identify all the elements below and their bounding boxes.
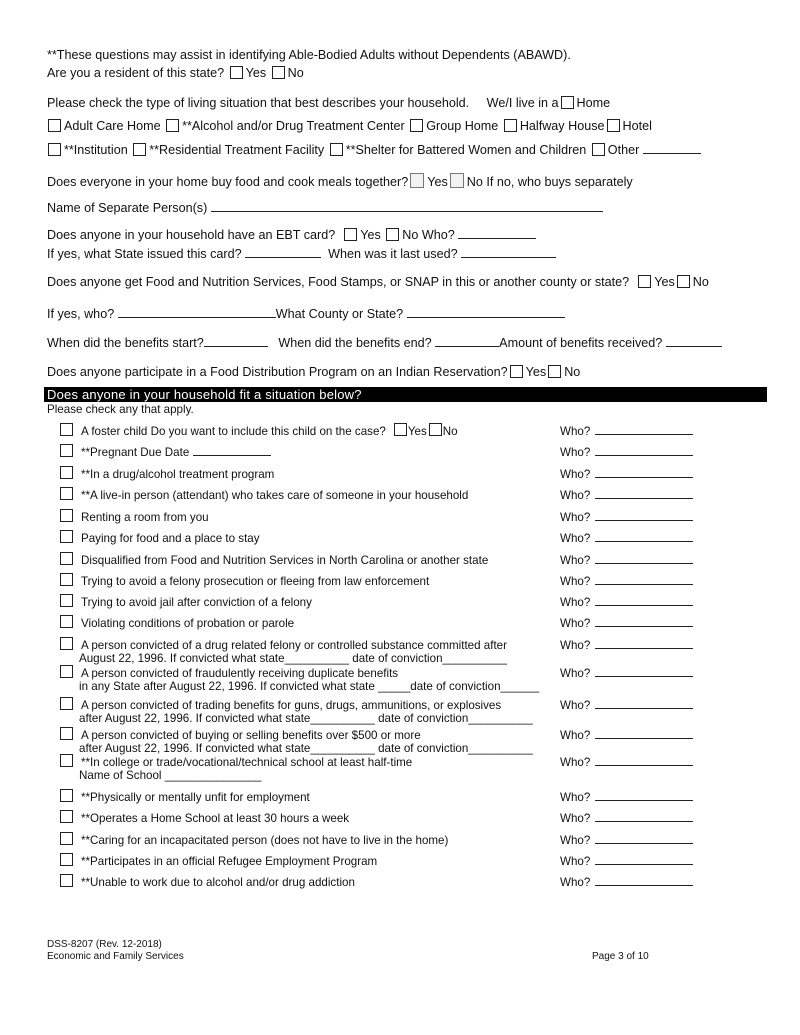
situation-line — [60, 853, 377, 868]
yes-label: Yes — [407, 425, 427, 438]
situation-label: A person convicted of fraudulently receiving duplicate benefits — [81, 667, 399, 680]
who-field[interactable] — [595, 594, 693, 606]
situation-line — [60, 509, 209, 524]
who-field[interactable] — [595, 754, 693, 766]
situation-label: **Participates in an official Refugee Employment Program — [81, 855, 378, 868]
option-label: Group Home — [426, 119, 499, 133]
indian-question — [47, 365, 580, 380]
situation-checkbox[interactable] — [60, 789, 73, 802]
who-label: Who? — [560, 812, 591, 825]
yes-label: Yes — [525, 365, 547, 379]
indian-yes-checkbox[interactable] — [510, 365, 523, 378]
yes-label: Yes — [245, 66, 267, 80]
no-label: No — [287, 66, 304, 80]
who-label: Who? — [560, 876, 591, 889]
situation-checkbox[interactable] — [60, 552, 73, 565]
situation-line — [60, 680, 539, 693]
who-label: Who? — [560, 855, 591, 868]
situation-checkbox[interactable] — [60, 530, 73, 543]
ebt-no-checkbox[interactable] — [386, 228, 399, 241]
situation-line — [60, 665, 539, 680]
living-adult-care-checkbox[interactable] — [48, 119, 61, 132]
situation-label: Violating conditions of probation or parole — [81, 617, 295, 630]
who-field[interactable] — [595, 466, 693, 478]
living-hotel-checkbox[interactable] — [607, 119, 620, 132]
situation-checkbox[interactable] — [60, 444, 73, 457]
who-row — [560, 874, 693, 889]
situation-line — [60, 652, 507, 665]
who-field[interactable] — [595, 697, 693, 709]
no-label: No — [442, 425, 458, 438]
living-home-checkbox[interactable] — [561, 96, 574, 109]
who-row — [560, 727, 693, 742]
situation-line — [60, 754, 412, 769]
situation-label: **Physically or mentally unfit for employment — [81, 791, 310, 804]
option-label: Other — [607, 143, 640, 157]
county-label: What County or State? — [275, 307, 404, 321]
who-label: Who? — [560, 617, 591, 630]
who-row — [560, 573, 693, 588]
who-row — [560, 810, 693, 825]
situation-label: A person convicted of a drug related felony or controlled substance committed after — [81, 639, 507, 652]
separate-label: Name of Separate Person(s) — [47, 201, 208, 215]
who-field[interactable] — [595, 637, 693, 649]
who-field[interactable] — [595, 444, 693, 456]
situation-line — [60, 727, 533, 742]
option-label: **Institution — [64, 143, 128, 157]
amount-label: Amount of benefits received? — [499, 336, 663, 350]
living-other-checkbox[interactable] — [592, 143, 605, 156]
who-row — [560, 487, 693, 502]
ebt-details — [47, 246, 556, 262]
who-field[interactable] — [595, 615, 693, 627]
situation-item — [60, 615, 294, 630]
foster-no-checkbox[interactable] — [429, 423, 442, 436]
situation-item — [60, 423, 458, 438]
benefits-amount-field[interactable] — [666, 335, 722, 347]
situation-item — [60, 665, 539, 693]
who-field[interactable] — [595, 665, 693, 677]
situation-checkbox[interactable] — [60, 594, 73, 607]
situation-item — [60, 874, 355, 889]
situation-checkbox[interactable] — [60, 509, 73, 522]
who-row — [560, 665, 693, 680]
indian-no-checkbox[interactable] — [548, 365, 561, 378]
start-label: When did the benefits start? — [47, 336, 204, 350]
who-label: Who? — [560, 667, 591, 680]
ebt-label: Does anyone in your household have an EBT card? — [47, 228, 336, 242]
living-group-home-checkbox[interactable] — [410, 119, 423, 132]
situation-line — [60, 615, 294, 630]
situation-checkbox[interactable] — [60, 874, 73, 887]
indian-label: Does anyone participate in a Food Distribution Program on an Indian Reservation? — [47, 365, 508, 379]
who-label: Who? — [560, 834, 591, 847]
situation-label: Trying to avoid jail after conviction of a felony — [81, 596, 312, 609]
who-field[interactable] — [595, 487, 693, 499]
option-label: **Alcohol and/or Drug Treatment Center — [182, 119, 405, 133]
situation-line — [60, 466, 274, 481]
separate-person-row — [47, 200, 603, 216]
situation-item — [60, 530, 260, 545]
situation-item — [60, 832, 448, 847]
situation-label: **In a drug/alcohol treatment program — [81, 468, 275, 481]
ebt-last-used-field[interactable] — [461, 246, 556, 258]
ebt-state-field[interactable] — [245, 246, 321, 258]
living-options-row-2 — [46, 142, 701, 158]
option-label: Adult Care Home — [64, 119, 161, 133]
who-label: If yes, who? — [47, 307, 115, 321]
snap-no-checkbox[interactable] — [677, 275, 690, 288]
who-row — [560, 789, 693, 804]
resident-yes-checkbox[interactable] — [230, 66, 243, 79]
who-row — [560, 509, 693, 524]
who-label: Who? — [560, 756, 591, 769]
situation-line — [60, 552, 488, 567]
who-row — [560, 853, 693, 868]
living-options-row-1 — [46, 119, 652, 134]
who-row — [560, 594, 693, 609]
situation-label: August 22, 1996. If convicted what state__________ date of conviction__________ — [79, 652, 508, 665]
food-no-checkbox[interactable] — [450, 173, 464, 188]
situation-label: **A live-in person (attendant) who takes care of someone in your household — [81, 489, 469, 502]
situation-checkbox[interactable] — [60, 832, 73, 845]
situation-item — [60, 509, 209, 524]
option-label: Halfway House — [519, 119, 605, 133]
situation-item — [60, 637, 507, 665]
who-label: Who? — [560, 489, 591, 502]
who-label: Who? — [560, 511, 591, 524]
living-institution-checkbox[interactable] — [48, 143, 61, 156]
ebt-question — [47, 227, 536, 243]
who-field[interactable] — [595, 727, 693, 739]
option-label: Hotel — [622, 119, 652, 133]
who-field[interactable] — [595, 832, 693, 844]
situation-checkbox[interactable] — [60, 487, 73, 500]
situation-item — [60, 697, 533, 725]
yes-label: Yes — [427, 175, 448, 189]
foster-yes-checkbox[interactable] — [394, 423, 407, 436]
due-date-field[interactable] — [193, 444, 271, 456]
who-label: Who? — [560, 446, 591, 459]
last-used-label: When was it last used? — [328, 247, 458, 261]
snap-question — [47, 275, 709, 290]
who-field[interactable] — [595, 573, 693, 585]
situation-line — [60, 697, 533, 712]
situation-label: after August 22, 1996. If convicted what state__________ date of conviction__________ — [79, 712, 533, 725]
who-row — [560, 697, 693, 712]
who-label: Who? — [560, 532, 591, 545]
yes-label: Yes — [360, 228, 381, 242]
separate-person-field[interactable] — [211, 200, 603, 212]
who-row — [560, 444, 693, 459]
who-field[interactable] — [595, 874, 693, 886]
who-label: Who? — [560, 791, 591, 804]
who-row — [560, 552, 693, 567]
who-label: Who? — [560, 699, 591, 712]
no-label: No — [692, 275, 709, 289]
situation-item — [60, 466, 274, 481]
who-label: Who? — [560, 575, 591, 588]
option-label: **Shelter for Battered Women and Children — [345, 143, 587, 157]
living-treatment-center-checkbox[interactable] — [166, 119, 179, 132]
situation-checkbox[interactable] — [60, 697, 73, 710]
situation-line — [60, 573, 429, 588]
situation-item — [60, 810, 349, 825]
situation-label: Paying for food and a place to stay — [81, 532, 260, 545]
who-row — [560, 832, 693, 847]
living-shelter-checkbox[interactable] — [330, 143, 343, 156]
situation-item — [60, 573, 429, 588]
situation-checkbox[interactable] — [60, 727, 73, 740]
snap-who-row — [47, 306, 565, 322]
we-live-label: We/I live in a — [486, 96, 559, 110]
form-number: DSS-8207 (Rev. 12-2018) — [47, 939, 162, 950]
no-label: No — [564, 365, 581, 379]
resident-question — [47, 66, 304, 81]
situation-line — [60, 530, 260, 545]
who-row — [560, 615, 693, 630]
situation-line — [60, 874, 355, 889]
situation-line — [60, 810, 349, 825]
snap-county-field[interactable] — [407, 306, 565, 318]
situation-line — [60, 487, 468, 502]
situation-item — [60, 727, 533, 755]
situation-checkbox[interactable] — [60, 573, 73, 586]
situation-item — [60, 594, 312, 609]
living-residential-checkbox[interactable] — [133, 143, 146, 156]
department: Economic and Family Services — [47, 951, 184, 962]
situation-line — [60, 832, 448, 847]
situation-checkbox[interactable] — [60, 853, 73, 866]
who-row — [560, 466, 693, 481]
option-label: Home — [576, 96, 611, 110]
living-halfway-house-checkbox[interactable] — [504, 119, 517, 132]
abawd-note: **These questions may assist in identifying Able-Bodied Adults without Dependents (ABAWD). — [47, 48, 571, 62]
who-label: Who? — [560, 596, 591, 609]
resident-label: Are you a resident of this state? — [47, 66, 225, 80]
situation-item — [60, 552, 488, 567]
situation-checkbox[interactable] — [60, 615, 73, 628]
who-row — [560, 423, 693, 438]
situation-line — [60, 769, 412, 782]
who-field[interactable] — [595, 423, 693, 435]
situation-line — [60, 594, 312, 609]
situation-checkbox[interactable] — [60, 810, 73, 823]
situation-heading: Does anyone in your household fit a situation below? — [44, 387, 767, 402]
benefits-end-field[interactable] — [435, 335, 499, 347]
situation-label: **Caring for an incapacitated person (does not have to live in the home) — [81, 834, 449, 847]
who-row — [560, 637, 693, 652]
living-question — [47, 96, 610, 111]
situation-label: Renting a room from you — [81, 511, 209, 524]
situation-label: A person convicted of buying or selling benefits over $500 or more — [81, 729, 421, 742]
resident-no-checkbox[interactable] — [272, 66, 285, 79]
snap-label: Does anyone get Food and Nutrition Services, Food Stamps, or SNAP in this or another county or state? — [47, 275, 630, 289]
situation-label: A person convicted of trading benefits for guns, drugs, ammunitions, or explosives — [81, 699, 502, 712]
situation-checkbox[interactable] — [60, 637, 73, 650]
situation-label: **Operates a Home School at least 30 hours a week — [81, 812, 350, 825]
snap-yes-checkbox[interactable] — [638, 275, 651, 288]
situation-line — [60, 423, 458, 438]
snap-who-field[interactable] — [118, 306, 276, 318]
situation-line — [60, 712, 533, 725]
food-label: Does everyone in your home buy food and cook meals together? — [47, 175, 409, 189]
food-question — [47, 173, 633, 190]
no-label: No Who? — [402, 228, 455, 242]
state-label: If yes, what State issued this card? — [47, 247, 242, 261]
situation-item — [60, 487, 468, 502]
situation-item — [60, 853, 377, 868]
situation-label: Disqualified from Food and Nutrition Services in North Carolina or another state — [81, 554, 489, 567]
situation-line — [60, 789, 310, 804]
food-yes-checkbox[interactable] — [410, 173, 424, 188]
who-field[interactable] — [595, 552, 693, 564]
option-label: **Residential Treatment Facility — [149, 143, 325, 157]
situation-item — [60, 789, 310, 804]
who-label: Who? — [560, 468, 591, 481]
situation-label: **Pregnant Due Date — [81, 446, 190, 459]
yes-label: Yes — [654, 275, 675, 289]
who-field[interactable] — [595, 530, 693, 542]
who-field[interactable] — [595, 509, 693, 521]
situation-label: after August 22, 1996. If convicted what state__________ date of conviction__________ — [79, 742, 533, 755]
situation-label: Name of School _______________ — [79, 769, 262, 782]
who-row — [560, 530, 693, 545]
who-field[interactable] — [595, 810, 693, 822]
situation-line — [60, 637, 507, 652]
who-label: Who? — [560, 639, 591, 652]
living-other-field[interactable] — [643, 142, 701, 154]
situation-label: **In college or trade/vocational/technical school at least half-time — [81, 756, 413, 769]
situation-checkbox[interactable] — [60, 754, 73, 767]
who-label: Who? — [560, 729, 591, 742]
who-label: Who? — [560, 554, 591, 567]
ebt-who-field[interactable] — [458, 227, 536, 239]
end-label: When did the benefits end? — [278, 336, 432, 350]
situation-item — [60, 444, 271, 459]
who-row — [560, 754, 693, 769]
situation-label: **Unable to work due to alcohol and/or drug addiction — [81, 876, 355, 889]
benefits-row — [47, 335, 722, 351]
no-label: No If no, who buys separately — [466, 175, 633, 189]
situation-item — [60, 754, 412, 782]
living-prompt: Please check the type of living situation that best describes your household. — [47, 96, 470, 110]
page-number: Page 3 of 10 — [592, 951, 649, 962]
who-field[interactable] — [595, 853, 693, 865]
who-field[interactable] — [595, 789, 693, 801]
situation-instruction: Please check any that apply. — [47, 403, 194, 416]
who-label: Who? — [560, 425, 591, 438]
situation-line — [60, 444, 271, 459]
situation-checkbox[interactable] — [60, 423, 73, 436]
benefits-start-field[interactable] — [204, 335, 268, 347]
situation-checkbox[interactable] — [60, 466, 73, 479]
situation-checkbox[interactable] — [60, 665, 73, 678]
situation-label: Trying to avoid a felony prosecution or fleeing from law enforcement — [81, 575, 430, 588]
ebt-yes-checkbox[interactable] — [344, 228, 357, 241]
situation-label: in any State after August 22, 1996. If convicted what state _____date of conviction______ — [79, 680, 540, 693]
situation-label: A foster child Do you want to include this child on the case? — [81, 425, 386, 438]
